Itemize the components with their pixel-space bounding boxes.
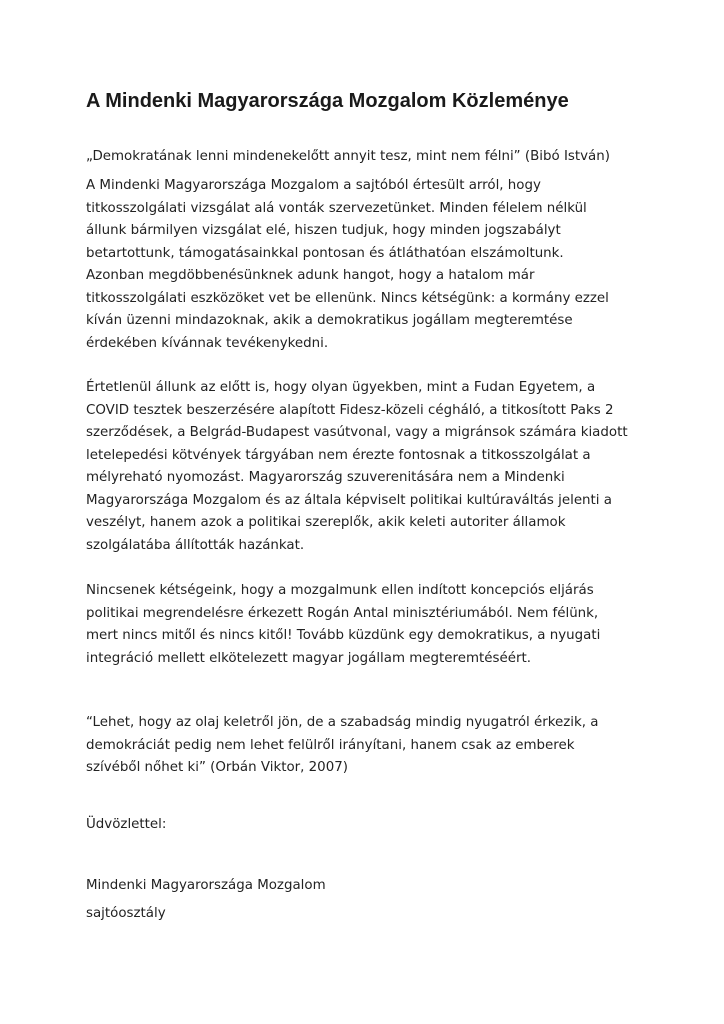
opening-quote: „Demokratának lenni mindenekelőtt annyit tesz, mint nem félni” (Bibó István) [86, 149, 610, 164]
document-title: A Mindenki Magyarországa Mozgalom Közleménye [86, 90, 569, 112]
paragraph-third: Nincsenek kétségeink, hogy a mozgalmunk ellen indított koncepciós eljárás politikai megrendelésre érkezett Rogán Antal minisztériumából. Nem félünk, mert nincs mitől és nincs kitől! Tovább küzdünk egy demokratikus, a nyugati integráció mellett elkötelezett magyar jogállam megteremtéséért. [86, 583, 601, 666]
greeting: Üdvözlettel: [86, 817, 167, 832]
signature: Mindenki Magyarországa Mozgalom [86, 878, 326, 893]
paragraph-second: Értetlenül állunk az előtt is, hogy olyan ügyekben, mint a Fudan Egyetem, a COVID tesztek beszerzésére alapított Fidesz-közeli cégháló, a titkosított Paks 2 szerződések, a Belgrád-Budapest vasútvonal, vagy a migránsok számára kiadott letelepedési kötvények tárgyában nem érezte fontosnak a titkosszolgálat a mélyreható nyomozást. Magyarország szuverenitására nem a Mindenki Magyarországa Mozgalom és az általa képviselt politikai kultúraváltás jelenti a veszélyt, hanem azok a politikai szereplők, akik keleti autoriter államok szolgálatába állították hazánkat. [86, 380, 628, 553]
paragraph-intro: A Mindenki Magyarországa Mozgalom a sajtóból értesült arról, hogy titkosszolgálati vizsgálat alá vonták szervezetünket. Minden félelem nélkül állunk bármilyen vizsgálat elé, hiszen tudjuk, hogy minden jogszabályt betartottunk, támogatásainkkal pontosan és átláthatóan elszámoltunk. Azonban megdöbbenésünknek adunk hangot, hogy a hatalom már titkosszolgálati eszközöket vet be ellenünk. Nincs kétségünk: a kormány ezzel kíván üzenni mindazoknak, akik a demokratikus jogállam megteremtése érdekében kívánnak tevékenykedni. [86, 178, 609, 351]
closing-quote: “Lehet, hogy az olaj keletről jön, de a szabadság mindig nyugatról érkezik, a demokráciát pedig nem lehet felülről irányítani, hanem csak az emberek szívéből nőhet ki” (Orbán Viktor, 2007) [86, 715, 599, 775]
department: sajtóosztály [86, 906, 166, 921]
